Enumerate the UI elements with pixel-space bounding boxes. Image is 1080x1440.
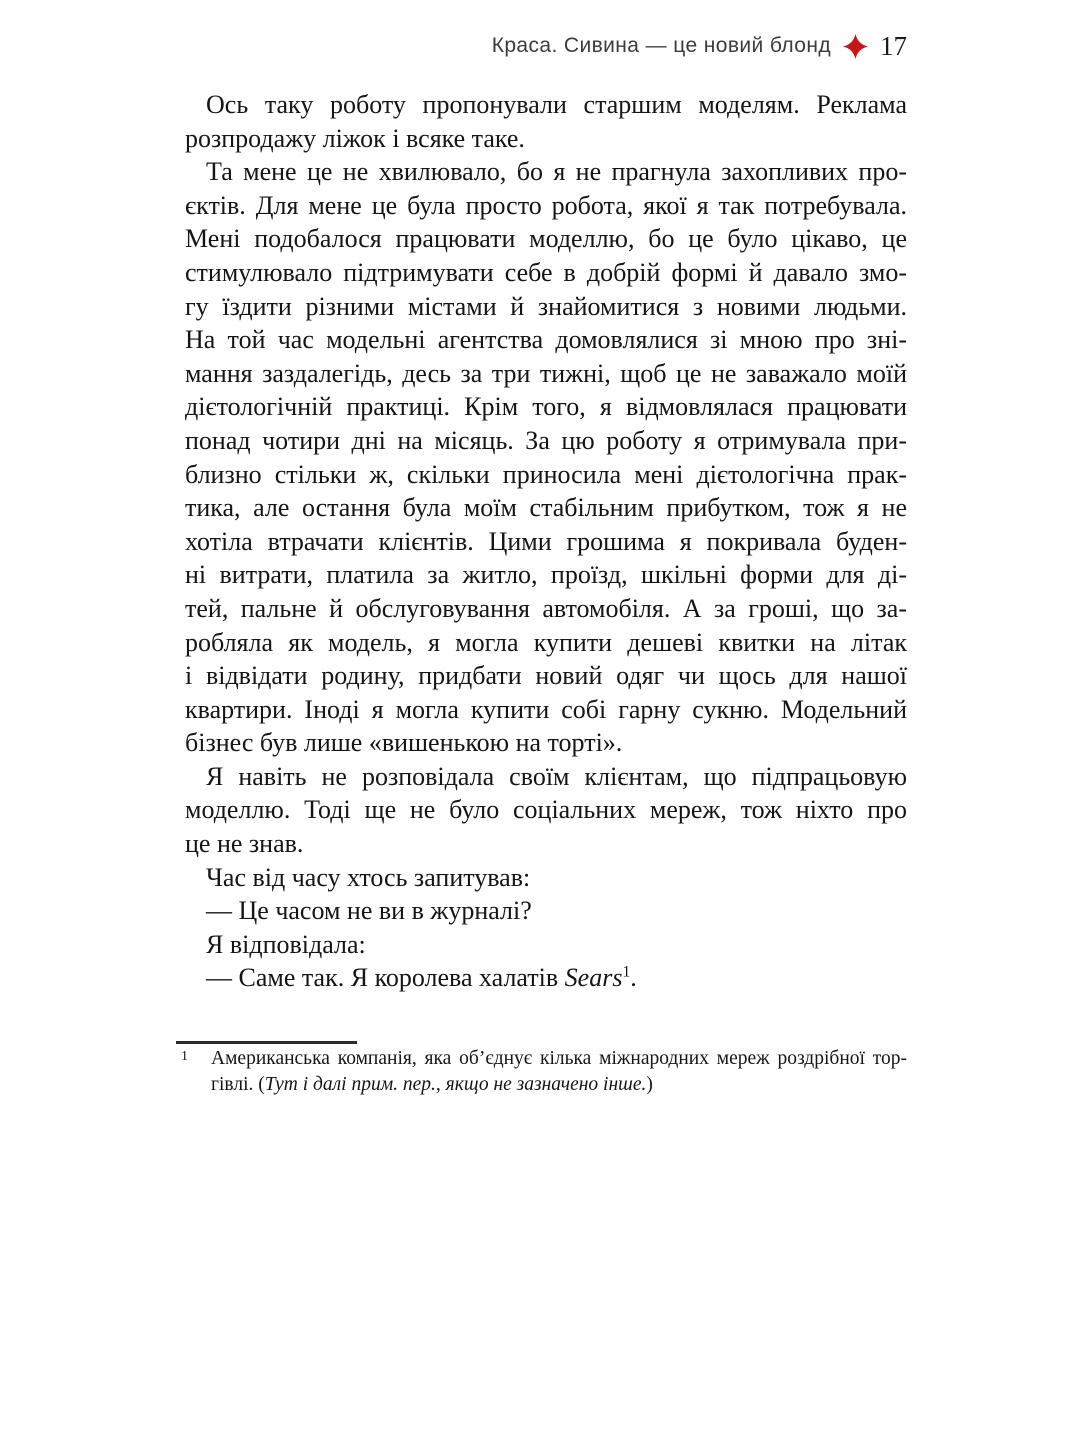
text-line: — Це часом не ви в журналі? bbox=[206, 896, 532, 926]
footnote bbox=[211, 1046, 907, 1098]
text-line: Час від часу хтось запитував: bbox=[206, 862, 531, 892]
text-line: ні витрати, платила за житло, проїзд, шкільні форми для ді- bbox=[185, 560, 907, 590]
footnote-line: Американська компанія, яка об’єднує кілька міжнародних мереж роздрібної тор- bbox=[211, 1048, 907, 1069]
text-line: близно стільки ж, скільки приносила мені дієтологічна прак- bbox=[185, 459, 907, 489]
text-line: хотіла втрачати клієнтів. Цими грошима я покривала буден- bbox=[185, 526, 907, 556]
footnote-text-normal: гівлі. ( bbox=[211, 1074, 265, 1095]
dialogue-text: — Саме так. Я королева халатів bbox=[206, 963, 565, 993]
footnote-marker: 1 bbox=[181, 1049, 188, 1064]
diamond-icon bbox=[843, 34, 868, 59]
text-line: тика, але остання була моїм стабільним прибутком, тож я не bbox=[185, 493, 907, 523]
brand-name: Sears bbox=[564, 963, 623, 993]
text-line: Ось таку роботу пропонували старшим моделям. Реклама bbox=[206, 90, 907, 119]
text-line: бізнес був лише «вишенькою на торті». bbox=[185, 728, 623, 758]
paragraph bbox=[185, 961, 907, 995]
body-text bbox=[185, 88, 907, 995]
text-line: На той час модельні агентства домовлялися зі мною про зні- bbox=[185, 325, 907, 355]
text-line: дієтологічній практиці. Крім того, я відмовлялася працювати bbox=[185, 392, 907, 422]
text-line: тей, пальне й обслуговування автомобіля. А за гроші, що за- bbox=[185, 593, 907, 623]
paragraph bbox=[185, 894, 907, 928]
footnote-reference: 1 bbox=[622, 963, 631, 981]
text-line: Я навіть не розповідала своїм клієнтам, що підпрацьовую bbox=[206, 761, 907, 791]
footnote-text-italic: Тут і далі прим. пер., якщо не зазначено інше. bbox=[264, 1074, 647, 1095]
text-line bbox=[185, 961, 907, 995]
text-line: гу їздити різними містами й знайомитися з новими людьми. bbox=[185, 291, 907, 321]
text-line: Та мене це не хвилювало, бо я не прагнула захопливих про- bbox=[206, 157, 907, 187]
page-number: 17 bbox=[880, 30, 907, 61]
dialogue-text-end: . bbox=[630, 963, 637, 993]
text-line: Я відповідала: bbox=[206, 929, 366, 959]
running-title: Краса. Сивина — це новий блонд bbox=[491, 34, 831, 57]
footnote-text-close: ) bbox=[646, 1074, 653, 1095]
paragraph bbox=[185, 861, 907, 895]
text-line: і відвідати родину, придбати новий одяг чи щось для нашої bbox=[185, 661, 907, 691]
footnote-line bbox=[211, 1072, 907, 1098]
paragraph bbox=[185, 155, 907, 760]
paragraph bbox=[185, 88, 907, 155]
text-line: єктів. Для мене це була просто робота, якої я так потребувала. bbox=[185, 190, 907, 220]
text-line: це не знав. bbox=[185, 829, 304, 859]
footnote-rule bbox=[176, 1041, 357, 1044]
text-line: квартири. Іноді я могла купити собі гарну сукню. Модельний bbox=[185, 694, 907, 724]
text-line: моделлю. Тоді ще не було соціальних мереж, тож ніхто про bbox=[185, 795, 907, 825]
text-line: робляла як модель, я могла купити дешеві квитки на літак bbox=[185, 627, 907, 657]
text-line: Мені подобалося працювати моделлю, бо це було цікаво, це bbox=[185, 224, 907, 254]
paragraph bbox=[185, 760, 907, 861]
text-line: понад чотири дні на місяць. За цю роботу я отримувала при- bbox=[185, 425, 907, 455]
running-header bbox=[185, 30, 907, 62]
paragraph bbox=[185, 928, 907, 962]
text-line: розпродажу ліжок і всяке таке. bbox=[185, 123, 525, 153]
text-line: стимулювало підтримувати себе в добрій формі й давало змо- bbox=[185, 257, 907, 287]
text-line: мання заздалегідь, десь за три тижні, щоб це не заважало моїй bbox=[185, 358, 907, 388]
